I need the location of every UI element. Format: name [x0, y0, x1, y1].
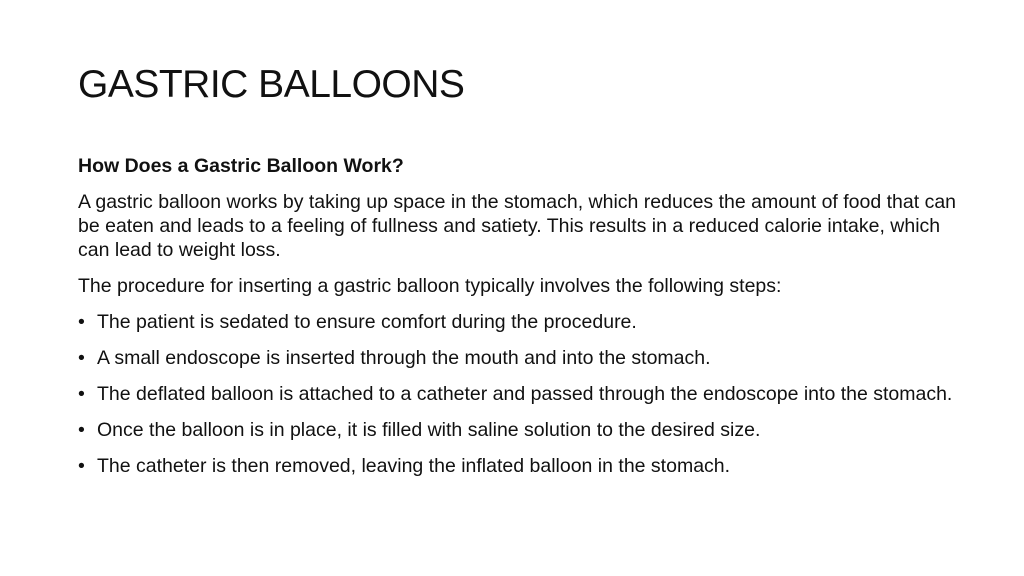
list-item — [78, 454, 958, 478]
intro-paragraph: A gastric balloon works by taking up space in the stomach, which reduces the amount of food that can be eaten and leads to a feeling of fullness and satiety. This results in a reduced calorie intake, which can lead to weight loss. — [78, 191, 957, 261]
bullet-icon: • — [78, 311, 85, 333]
procedure-steps-list — [78, 310, 958, 478]
list-item — [78, 418, 958, 442]
list-item-text: The patient is sedated to ensure comfort during the procedure. — [97, 311, 637, 333]
slide-title: GASTRIC BALLOONS — [78, 63, 465, 106]
list-item-text: The deflated balloon is attached to a catheter and passed through the endoscope into the stomach. — [97, 383, 953, 405]
bullet-icon: • — [78, 455, 85, 477]
procedure-intro-paragraph: The procedure for inserting a gastric balloon typically involves the following steps: — [78, 275, 782, 297]
list-item-text: The catheter is then removed, leaving the inflated balloon in the stomach. — [97, 455, 731, 477]
section-heading: How Does a Gastric Balloon Work? — [78, 155, 404, 177]
bullet-icon: • — [78, 419, 85, 441]
list-item — [78, 310, 958, 334]
list-item-text: Once the balloon is in place, it is filled with saline solution to the desired size. — [97, 419, 761, 441]
bullet-icon: • — [78, 347, 85, 369]
list-item — [78, 382, 958, 406]
slide-content — [78, 154, 958, 490]
bullet-icon: • — [78, 383, 85, 405]
list-item-text: A small endoscope is inserted through the mouth and into the stomach. — [97, 347, 711, 369]
list-item — [78, 346, 958, 370]
